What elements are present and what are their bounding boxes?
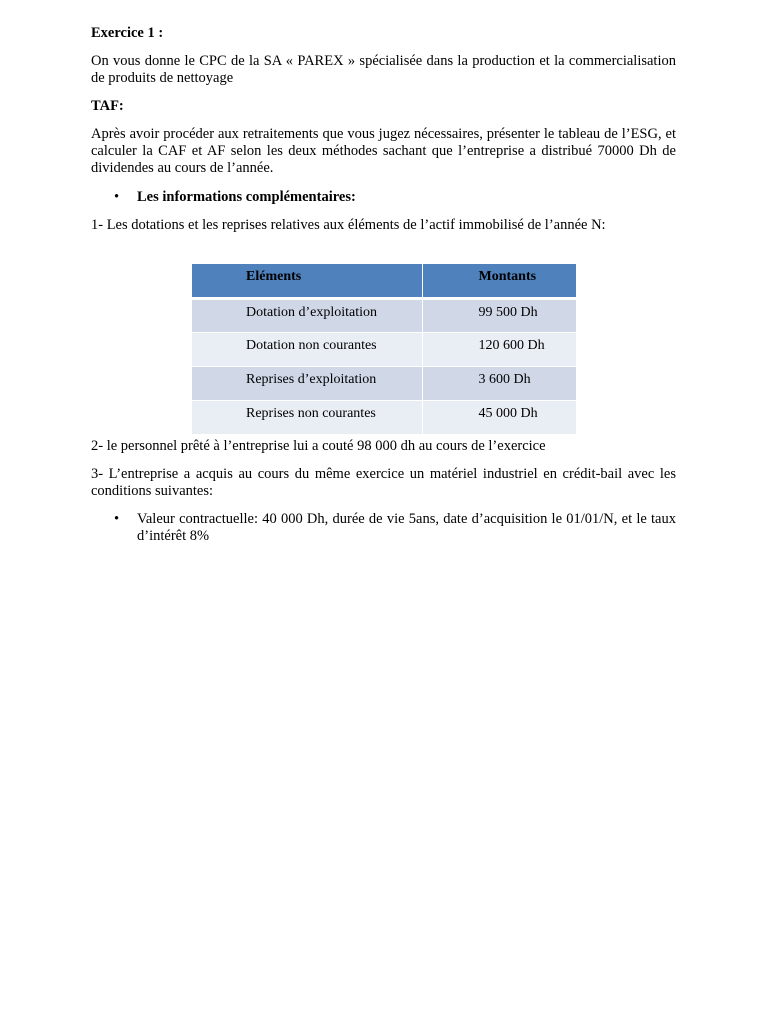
item-3-bullet (91, 511, 676, 545)
cell-element: Dotation non courantes (192, 332, 422, 366)
item-2: 2- le personnel prêté à l’entreprise lui a couté 98 000 dh au cours de l’exercice (91, 438, 546, 454)
info-heading-bullet (91, 189, 676, 206)
item-3: 3- L’entreprise a acquis au cours du même exercice un matériel industriel en crédit-bail avec les conditions suivantes: (91, 466, 676, 499)
cell-montant: 3 600 Dh (422, 366, 576, 400)
intro-paragraph: On vous donne le CPC de la SA « PAREX » spécialisée dans la production et la commercialisation de produits de nettoyage (91, 53, 676, 86)
cell-element: Reprises non courantes (192, 400, 422, 434)
cell-montant: 45 000 Dh (422, 400, 576, 434)
header-elements: Eléments (192, 264, 422, 298)
item-1: 1- Les dotations et les reprises relatives aux éléments de l’actif immobilisé de l’année N: (91, 217, 606, 233)
exercise-title: Exercice 1 : (91, 25, 164, 41)
table-row (192, 400, 576, 434)
cell-montant: 99 500 Dh (422, 298, 576, 332)
cell-element: Reprises d’exploitation (192, 366, 422, 400)
table-row (192, 366, 576, 400)
cell-montant: 120 600 Dh (422, 332, 576, 366)
dotations-table-wrapper (192, 264, 576, 434)
header-montants: Montants (422, 264, 576, 298)
table-header-row (192, 264, 576, 298)
taf-paragraph: Après avoir procéder aux retraitements que vous jugez nécessaires, présenter le tableau de l’ESG, et calculer la CAF et AF selon les deux méthodes sachant que l’entreprise a distribué 70000 Dh de dividendes au cours de l’année. (91, 126, 676, 176)
info-heading: Les informations complémentaires: (137, 189, 356, 205)
table-row (192, 332, 576, 366)
document-page (91, 25, 676, 545)
item-3-bullet-text: Valeur contractuelle: 40 000 Dh, durée de vie 5ans, date d’acquisition le 01/01/N, et le taux d’intérêt 8% (137, 511, 676, 544)
bullet-icon: • (114, 189, 120, 205)
dotations-table (192, 264, 576, 434)
taf-heading: TAF: (91, 98, 124, 114)
cell-element: Dotation d’exploitation (192, 298, 422, 332)
bullet-icon: • (114, 511, 120, 527)
table-row (192, 298, 576, 332)
